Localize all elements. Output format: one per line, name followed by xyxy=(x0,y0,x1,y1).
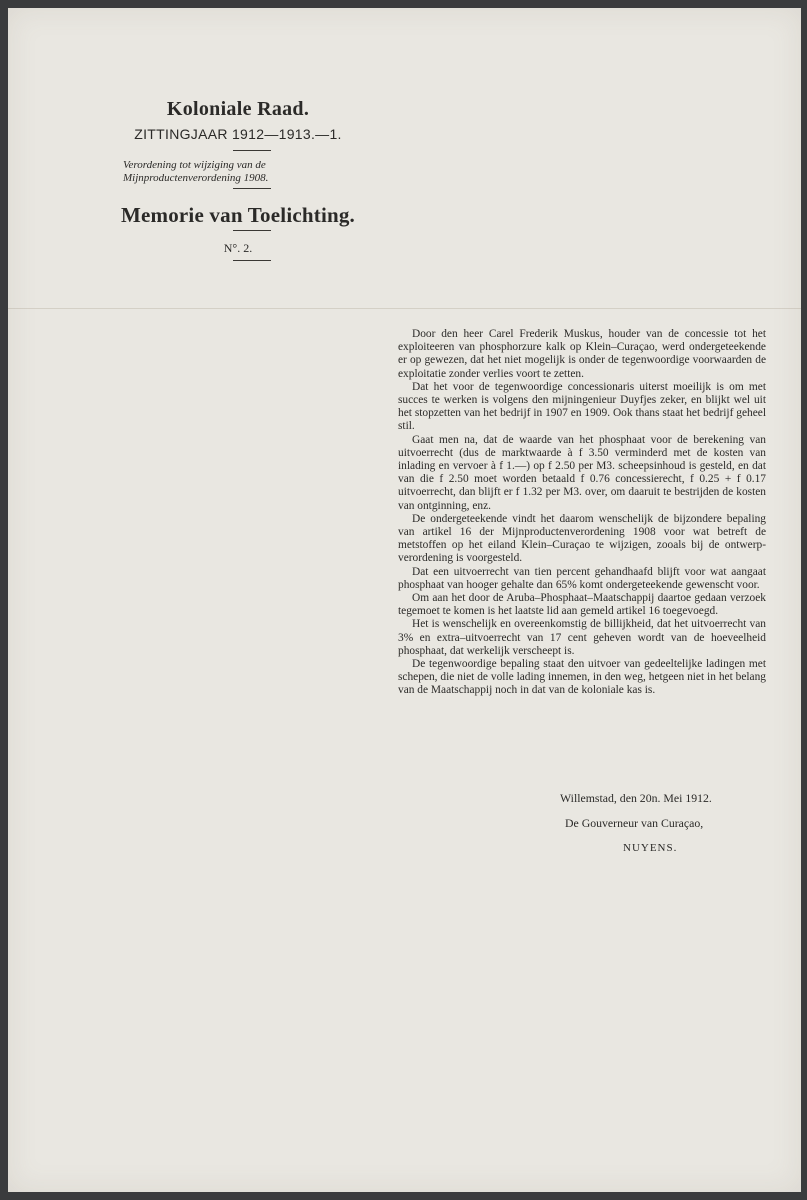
paragraph: Om aan het door de Aruba–Phosphaat–Maatschappij daartoe gedaan verzoek tegemoet te komen is het laatste lid aan gemeld artikel 16 toegevoegd. xyxy=(398,592,766,618)
session-heading: ZITTINGJAAR 1912—1913.—1. xyxy=(134,126,342,142)
document-page xyxy=(8,8,801,1192)
paragraph: De ondergeteekende vindt het daarom wenschelijk de bijzondere bepaling van artikel 16 der Mijnproductenverordening 1908 voor wat betreft de metstoffen op het eiland Klein–Curaçao te wijzigen, zooals bij de ontwerp-verordening is voorgesteld. xyxy=(398,512,766,565)
paragraph: Dat een uitvoerrecht van tien percent gehandhaafd blijft voor wat aangaat phosphaat van hooger gehalte dan 65% komt ondergeteekende gewenscht voor. xyxy=(398,565,766,591)
body-text xyxy=(398,328,766,698)
document-number: N°. 2. xyxy=(223,241,253,255)
council-heading: Koloniale Raad. xyxy=(166,98,310,120)
divider xyxy=(233,260,271,261)
paragraph: Het is wenschelijk en overeenkomstig de billijkheid, dat het uitvoerrecht van 3% en extra–uitvoerrecht van 17 cent geheven wordt van de hoeveelheid phosphaat, dat werkelijk verscheept is. xyxy=(398,618,766,657)
signature-name: NUYENS. xyxy=(623,842,678,854)
paragraph: De tegenwoordige bepaling staat den uitvoer van gedeeltelijke ladingen met schepen, die niet de volle lading innemen, in den weg, hetgeen niet in het belang van de Maatschappij noch in dat van de koloniale kas is. xyxy=(398,658,766,697)
divider xyxy=(233,188,271,189)
document-title: Memorie van Toelichting. xyxy=(120,203,356,227)
signature-place-date: Willemstad, den 20n. Mei 1912. xyxy=(560,791,712,805)
paragraph: Gaat men na, dat de waarde van het phosphaat voor de berekening van uitvoerrecht (dus de marktwaarde à f 3.50 verminderd met de kosten van inlading en vervoer à f 1.—) op f 2.50 per M3. scheepsinhoud is gesteld, en dat van die f 2.50 moet worden betaald f 0.76 concessierecht, f 0.25 + f 0.17 uitvoerrecht, dan blijft er f 1.32 per M3. over, om daaruit te bestrijden de kosten van ontginning, enz. xyxy=(398,433,766,512)
subject-line: Verordening tot wijziging van de Mijnproductenverordening 1908. xyxy=(123,159,269,184)
paragraph: Dat het voor de tegenwoordige concessionaris uiterst moeilijk is om met succes te werken is volgens den mijningenieur Duyfjes zeker, en blijkt wel uit het stopzetten van het bedrijf in 1907 en 1909. Ook thans staat het bedrijf geheel stil. xyxy=(398,380,766,433)
signature-role: De Gouverneur van Curaçao, xyxy=(565,816,704,830)
divider xyxy=(233,150,271,151)
paragraph: Door den heer Carel Frederik Muskus, houder van de concessie tot het exploiteeren van phosphorzure kalk op Klein–Curaçao, werd ondergeteekende er op gewezen, dat het niet mogelijk is onder de tegenwoordige voorwaarden de exploitatie zonder verlies voort te zetten. xyxy=(398,328,766,380)
divider xyxy=(233,230,271,231)
page-fold-line xyxy=(8,308,801,309)
